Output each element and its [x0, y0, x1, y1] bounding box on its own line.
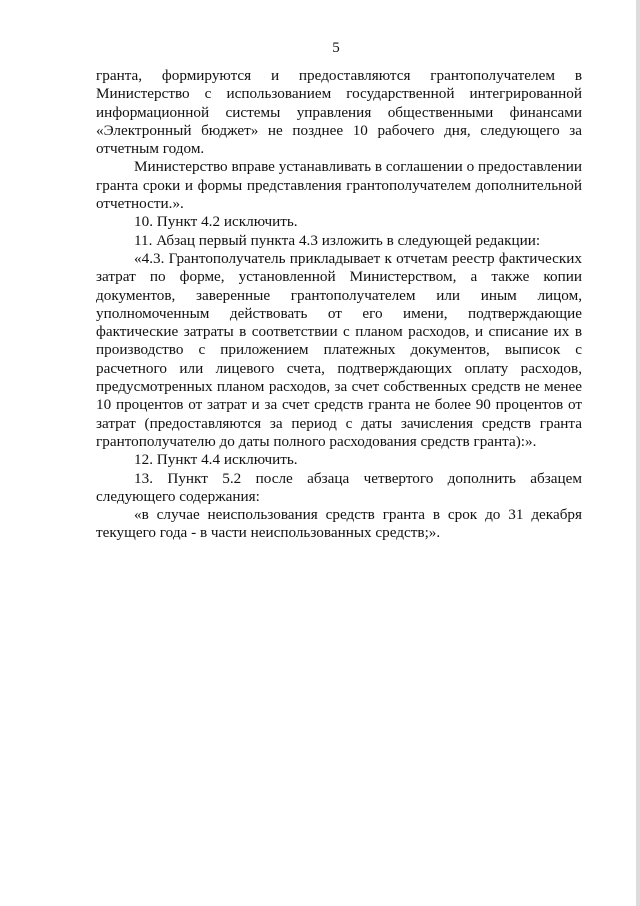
paragraph-item-13: 13. Пункт 5.2 после абзаца четвертого дополнить абзацем следующего содержания: [96, 469, 582, 505]
paragraph-clause-4-3: «4.3. Грантополучатель прикладывает к отчетам реестр фактических затрат по форме, установленной Министерством, а также копии документов, заверенные грантополучателем или иным лицом, уполномоченным действовать от его имени, подтверждающие фактические затраты в соответствии с планом расходов, и списание их в производство с приложением платежных документов, выписок с расчетного или лицевого счета, подтверждающих оплату расходов, предусмотренных планом расходов, за счет собственных средств не менее 10 процентов от затрат и за счет средств гранта не более 90 процентов от затрат (предоставляются за период с даты зачисления средств гранта грантополучателю до даты полного расходования средств гранта):». [96, 249, 582, 450]
scan-edge [636, 0, 640, 906]
document-body [96, 67, 582, 543]
paragraph-item-12: 12. Пункт 4.4 исключить. [134, 451, 298, 469]
paragraph-ministry-additional-reporting: Министерство вправе устанавливать в соглашении о предоставлении гранта сроки и формы представления грантополучателем дополнительной отчетности.». [96, 158, 582, 213]
page-number: 5 [332, 40, 340, 56]
paragraph-new-clause-text: «в случае неиспользования средств гранта в срок до 31 декабря текущего года - в части неиспользованных средств;». [96, 506, 582, 542]
paragraph-item-11: 11. Абзац первый пункта 4.3 изложить в следующей редакции: [134, 231, 541, 249]
paragraph-grant-reporting-continued: гранта, формируются и предоставляются грантополучателем в Министерство с использованием государственной интегрированной информационной системы управления общественными финансами «Электронный бюджет» не позднее 10 рабочего дня, следующего за отчетным годом. [96, 67, 582, 158]
paragraph-item-10: 10. Пункт 4.2 исключить. [134, 213, 298, 231]
